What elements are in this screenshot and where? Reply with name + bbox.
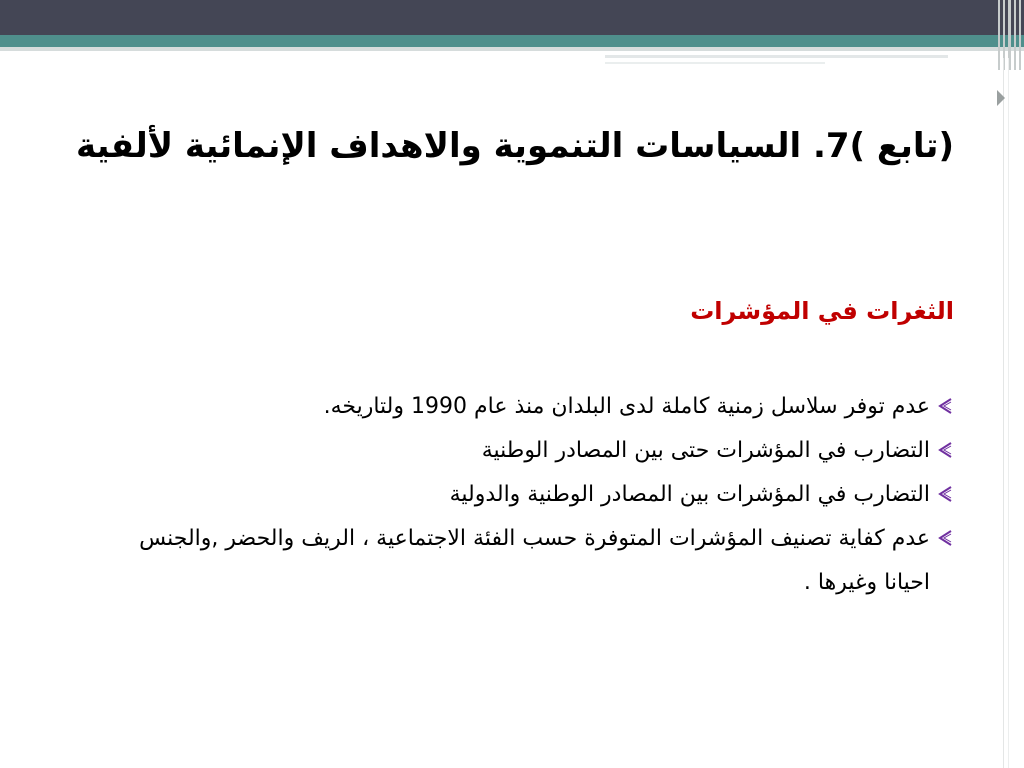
triangle-arrow-icon — [997, 90, 1005, 106]
bullet-text: التضارب في المؤشرات حتى بين المصادر الوطنية — [481, 438, 930, 463]
list-item — [94, 385, 954, 429]
decorative-line — [605, 62, 825, 64]
header-dark-bar — [0, 0, 1024, 35]
slide-subtitle: الثغرات في المؤشرات — [690, 297, 954, 325]
bullet-text: التضارب في المؤشرات بين المصادر الوطنية والدولية — [449, 482, 930, 507]
chevron-arrow-icon — [934, 429, 954, 473]
decorative-line — [605, 55, 948, 58]
chevron-arrow-icon — [934, 473, 954, 517]
decorative-stripes — [994, 0, 1024, 70]
bullet-text: عدم كفاية تصنيف المؤشرات المتوفرة حسب الفئة الاجتماعية ، الريف والحضر ,والجنس احيانا وغيرها . — [139, 526, 930, 595]
bullet-text: عدم توفر سلاسل زمنية كاملة لدى البلدان منذ عام 1990 ولتاريخه. — [323, 394, 930, 419]
list-item — [94, 517, 954, 605]
bullet-list — [94, 385, 954, 605]
list-item — [94, 429, 954, 473]
chevron-arrow-icon — [934, 385, 954, 429]
chevron-arrow-icon — [934, 517, 954, 561]
slide-title: (تابع )7. السياسات التنموية والاهداف الإنمائية لألفية — [75, 126, 954, 166]
header-thin-band — [0, 47, 1024, 51]
decorative-vertical-line — [1003, 58, 1004, 768]
header-teal-band — [0, 35, 1024, 47]
decorative-vertical-line — [1008, 58, 1009, 768]
list-item — [94, 473, 954, 517]
